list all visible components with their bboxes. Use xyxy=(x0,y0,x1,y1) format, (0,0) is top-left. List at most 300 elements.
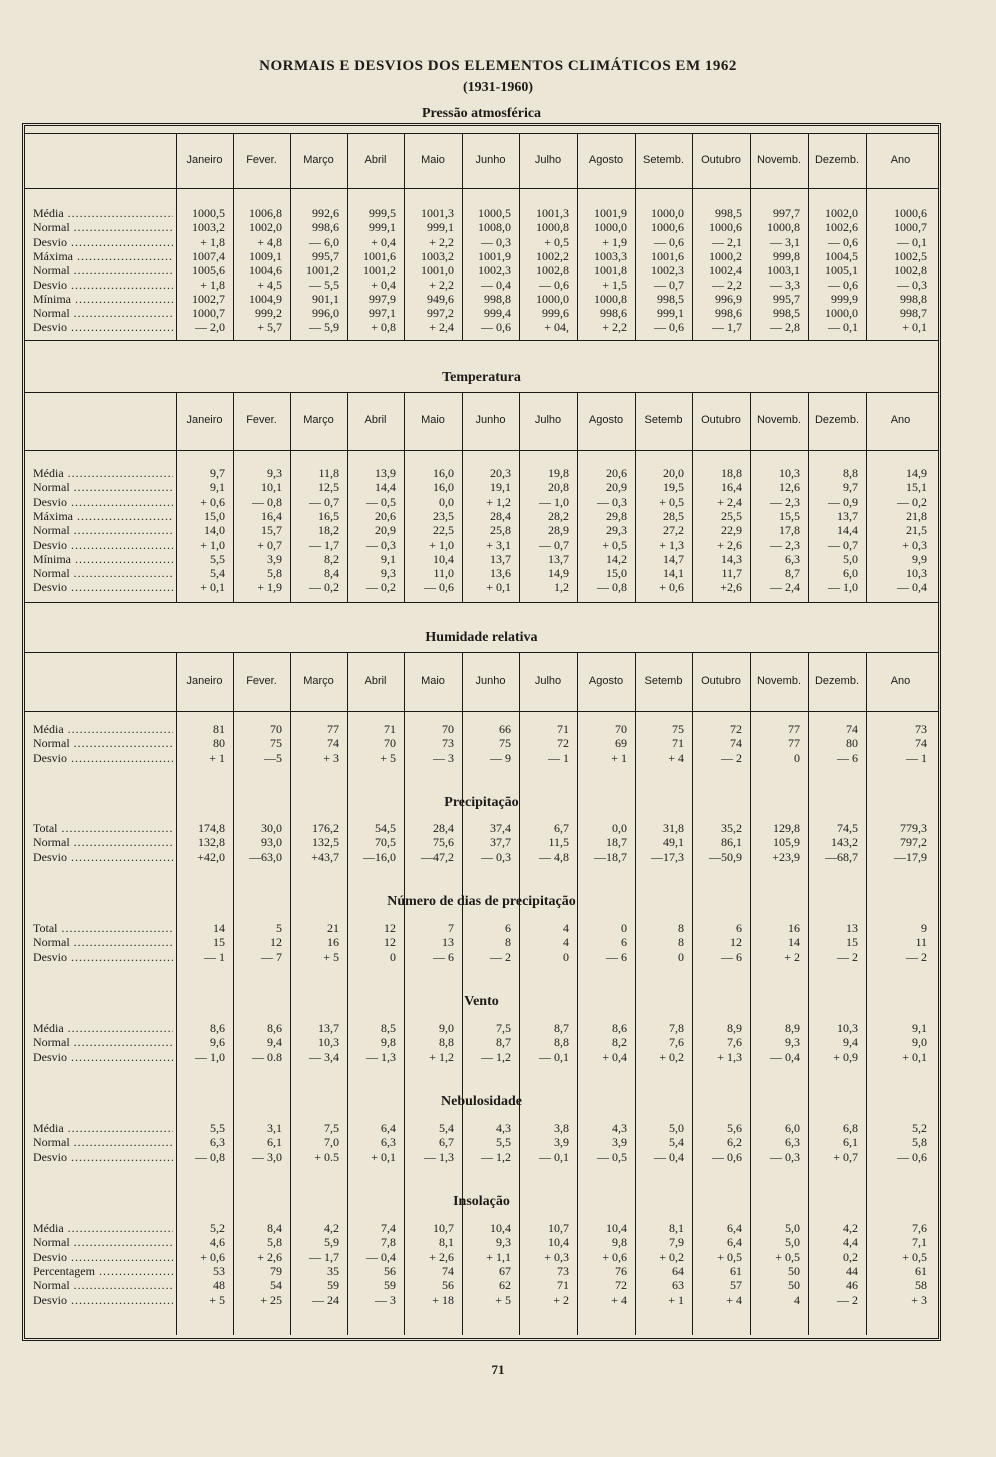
table-cell: 74 xyxy=(730,736,742,751)
table-cell: 995,7 xyxy=(312,248,339,263)
row-label: Média ..... xyxy=(33,1021,173,1035)
table-cell: 132,5 xyxy=(312,835,339,850)
table-cell: 1001,8 xyxy=(594,263,627,278)
row-label: Normal ..... xyxy=(33,935,173,949)
table-cell: 5,0 xyxy=(843,551,858,566)
table-cell: — 1,2 xyxy=(481,1049,511,1064)
table-cell: 81 xyxy=(213,722,225,736)
table-cell: + 0,5 xyxy=(902,1249,927,1264)
table-cell: 3,8 xyxy=(554,1121,569,1135)
table-cell: —17,9 xyxy=(894,849,927,864)
table-cell: — 0,7 xyxy=(654,277,684,292)
table-cell: 997,7 xyxy=(773,206,800,220)
table-cell: 1002,2 xyxy=(536,248,569,263)
table-cell: + 1,0 xyxy=(429,537,454,552)
table-cell: 11,5 xyxy=(548,835,569,850)
table-cell: — 6 xyxy=(433,949,454,964)
table-cell: 10,3 xyxy=(906,566,927,581)
table-cell: + 1,1 xyxy=(486,1249,511,1264)
row-label: Normal ..... xyxy=(33,523,173,537)
table-cell: 16,5 xyxy=(318,508,339,523)
page-subtitle: (1931-1960) xyxy=(463,80,533,95)
table-cell: 9,7 xyxy=(210,466,225,480)
table-cell: 4,3 xyxy=(496,1121,511,1135)
table-cell: + 2,4 xyxy=(429,320,454,335)
table-cell: —68,7 xyxy=(825,849,858,864)
table-cell: 992,6 xyxy=(312,206,339,220)
table-cell: 999,1 xyxy=(369,220,396,235)
table-cell: 10,4 xyxy=(548,1235,569,1250)
table-cell: 8,2 xyxy=(612,1035,627,1050)
table-cell: + 0,4 xyxy=(371,277,396,292)
table-cell: 13,7 xyxy=(837,508,858,523)
row-label: Normal ..... xyxy=(33,835,173,849)
table-cell: 20,8 xyxy=(548,480,569,495)
column-header: Outubro xyxy=(701,414,741,426)
page-number: 71 xyxy=(491,1362,505,1377)
table-cell: 5 xyxy=(276,921,282,935)
table-cell: 13,9 xyxy=(375,466,396,480)
table-cell: 14,0 xyxy=(204,523,225,538)
table-cell: + 0,3 xyxy=(544,1249,569,1264)
table-cell: + 4 xyxy=(726,1292,742,1307)
table-cell: 0 xyxy=(794,750,800,765)
rule xyxy=(25,340,938,341)
table-cell: 79 xyxy=(270,1263,282,1278)
table-cell: — 0,6 xyxy=(481,320,511,335)
table-cell: 16,4 xyxy=(721,480,742,495)
row-label: Máxima ..... xyxy=(33,509,173,523)
table-cell: 998,5 xyxy=(657,291,684,306)
row-label: Máxima ..... xyxy=(33,249,173,263)
table-cell: 997,9 xyxy=(369,291,396,306)
table-cell: 58 xyxy=(915,1278,927,1293)
table-cell: — 0,6 xyxy=(712,1149,742,1164)
table-cell: 0,2 xyxy=(843,1249,858,1264)
column-header: Outubro xyxy=(701,153,741,166)
table-cell: 20,0 xyxy=(663,466,684,480)
table-cell: 72 xyxy=(730,722,742,736)
table-cell: — 0,4 xyxy=(654,1149,684,1164)
table-cell: 8,7 xyxy=(496,1035,511,1050)
table-cell: + 4 xyxy=(668,750,684,765)
table-cell: — 1,7 xyxy=(309,537,339,552)
table-cell: 11 xyxy=(915,935,927,950)
rule xyxy=(25,392,938,393)
table-cell: 5,5 xyxy=(210,551,225,566)
table-cell: — 2 xyxy=(837,1292,858,1307)
table-cell: 31,8 xyxy=(663,821,684,835)
table-cell: 20,6 xyxy=(606,466,627,480)
table-cell: 5,8 xyxy=(267,566,282,581)
table-cell: — 0,6 xyxy=(539,277,569,292)
column-header: Ano xyxy=(890,674,911,687)
column-header: Abril xyxy=(364,674,387,687)
table-cell: + 0,1 xyxy=(486,580,511,595)
table-cell: — 2 xyxy=(721,750,742,765)
table-cell: — 2,0 xyxy=(195,320,225,335)
table-cell: 1004,9 xyxy=(249,291,282,306)
table-cell: 71 xyxy=(557,722,569,736)
table-cell: 7,5 xyxy=(324,1121,339,1135)
table-cell: 797,2 xyxy=(900,835,927,850)
table-cell: 1002,4 xyxy=(709,263,742,278)
row-label: Mínima ..... xyxy=(33,292,173,306)
table-cell: 70 xyxy=(615,722,627,736)
table-cell: 20,9 xyxy=(606,480,627,495)
table-cell: 1000,0 xyxy=(825,306,858,321)
row-label: Normal ..... xyxy=(33,1235,173,1249)
table-cell: 10,3 xyxy=(318,1035,339,1050)
row-label: Desvio ..... xyxy=(33,320,173,334)
table-cell: 1000,0 xyxy=(651,206,684,220)
table-cell: — 0,4 xyxy=(770,1049,800,1064)
table-cell: — 5,5 xyxy=(309,277,339,292)
column-header: Fever. xyxy=(246,153,277,166)
column-header: Março xyxy=(303,674,334,687)
table-cell: + 1 xyxy=(209,750,225,765)
table-cell: 10,7 xyxy=(433,1221,454,1235)
column-header: Novemb. xyxy=(756,414,802,426)
table-cell: 9,8 xyxy=(381,1035,396,1050)
table-cell: 8,7 xyxy=(785,566,800,581)
table-cell: 54,5 xyxy=(375,821,396,835)
table-cell: 10,3 xyxy=(779,466,800,480)
row-label: Normal ..... xyxy=(33,480,173,494)
table-cell: 50 xyxy=(788,1278,800,1293)
column-header: Dezemb. xyxy=(814,414,860,426)
table-cell: 1000,0 xyxy=(594,220,627,235)
table-cell: + 3 xyxy=(911,1292,927,1307)
table-cell: — 1 xyxy=(906,750,927,765)
table-cell: 998,6 xyxy=(600,306,627,321)
table-cell: — 3,1 xyxy=(770,234,800,249)
table-cell: 8,1 xyxy=(439,1235,454,1250)
table-cell: 18,8 xyxy=(721,466,742,480)
table-cell: + 1,0 xyxy=(200,537,225,552)
table-cell: — 0,6 xyxy=(828,234,858,249)
table-cell: 8,1 xyxy=(669,1221,684,1235)
table-cell: — 0,6 xyxy=(828,277,858,292)
table-cell: + 1,9 xyxy=(602,234,627,249)
row-label: Média ..... xyxy=(33,206,173,220)
table-cell: 14,4 xyxy=(837,523,858,538)
table-cell: 6 xyxy=(621,935,627,950)
table-cell: 48 xyxy=(213,1278,225,1293)
table-cell: 0,0 xyxy=(439,494,454,509)
table-cell: 77 xyxy=(788,736,800,751)
table-cell: 1007,4 xyxy=(192,248,225,263)
column-header: Agosto xyxy=(588,414,624,426)
table-cell: 7,5 xyxy=(496,1021,511,1035)
table-cell: + 2,4 xyxy=(717,494,742,509)
table-cell: 105,9 xyxy=(773,835,800,850)
table-cell: 14,4 xyxy=(375,480,396,495)
row-label: Normal ..... xyxy=(33,306,173,320)
section-title: Precipitação xyxy=(444,795,519,810)
table-cell: 6,3 xyxy=(785,551,800,566)
table-cell: 6,1 xyxy=(267,1135,282,1150)
table-cell: 1002,7 xyxy=(192,291,225,306)
table-cell: — 2,3 xyxy=(770,494,800,509)
table-cell: 6,8 xyxy=(843,1121,858,1135)
table-cell: 67 xyxy=(499,1263,511,1278)
table-cell: 9,1 xyxy=(381,551,396,566)
table-cell: 21,8 xyxy=(906,508,927,523)
table-cell: 1000,0 xyxy=(536,291,569,306)
column-header: Julho xyxy=(534,153,562,166)
table-cell: 3,9 xyxy=(612,1135,627,1150)
table-cell: 9,4 xyxy=(267,1035,282,1050)
table-cell: 1002,0 xyxy=(249,220,282,235)
table-cell: 1004,6 xyxy=(249,263,282,278)
table-cell: 14,7 xyxy=(663,551,684,566)
row-label: Desvio ..... xyxy=(33,495,173,509)
table-cell: + 04, xyxy=(544,320,569,335)
table-cell: — 1,2 xyxy=(481,1149,511,1164)
table-cell: — 1 xyxy=(204,949,225,964)
table-cell: 1001,0 xyxy=(421,263,454,278)
table-cell: —63,0 xyxy=(249,849,282,864)
table-cell: 54 xyxy=(270,1278,282,1293)
table-cell: 11,8 xyxy=(318,466,339,480)
table-cell: 1000,6 xyxy=(709,220,742,235)
table-cell: 6,7 xyxy=(439,1135,454,1150)
column-header: Junho xyxy=(475,414,506,426)
table-cell: 1000,6 xyxy=(651,220,684,235)
table-cell: + 0,5 xyxy=(544,234,569,249)
table-cell: 1002,8 xyxy=(536,263,569,278)
table-cell: — 0,7 xyxy=(828,537,858,552)
table-cell: 21,5 xyxy=(906,523,927,538)
table-cell: 6,0 xyxy=(785,1121,800,1135)
table-cell: 18,7 xyxy=(606,835,627,850)
table-cell: — 0,2 xyxy=(366,580,396,595)
table-cell: 74 xyxy=(327,736,339,751)
table-cell: 6,3 xyxy=(785,1135,800,1150)
table-cell: 8,9 xyxy=(727,1021,742,1035)
table-cell: 16 xyxy=(327,935,339,950)
table-cell: — 0,5 xyxy=(366,494,396,509)
table-cell: + 1,2 xyxy=(429,1049,454,1064)
table-cell: 9,6 xyxy=(210,1035,225,1050)
table-cell: — 0,1 xyxy=(539,1049,569,1064)
table-cell: 16 xyxy=(788,921,800,935)
table-cell: 1001,3 xyxy=(421,206,454,220)
column-header: Dezemb. xyxy=(814,153,860,166)
table-cell: 59 xyxy=(384,1278,396,1293)
table-cell: 9,0 xyxy=(439,1021,454,1035)
table-cell: 15,0 xyxy=(204,508,225,523)
row-label: Desvio ..... xyxy=(33,580,173,594)
table-cell: 15,7 xyxy=(261,523,282,538)
table-cell: 62 xyxy=(499,1278,511,1293)
table-cell: 9,9 xyxy=(912,551,927,566)
table-cell: 44 xyxy=(846,1263,858,1278)
table-cell: + 2,2 xyxy=(429,234,454,249)
table-cell: — 2,4 xyxy=(770,580,800,595)
table-cell: + 1,3 xyxy=(717,1049,742,1064)
table-cell: 0 xyxy=(678,949,684,964)
row-label: Desvio ..... xyxy=(33,235,173,249)
table-cell: 1005,6 xyxy=(192,263,225,278)
table-cell: 8 xyxy=(505,935,511,950)
table-cell: + 1 xyxy=(611,750,627,765)
table-cell: 75 xyxy=(499,736,511,751)
table-cell: 18,2 xyxy=(318,523,339,538)
section-title: Insolação xyxy=(453,1194,510,1209)
table-cell: 999,4 xyxy=(484,306,511,321)
table-cell: 9,3 xyxy=(785,1035,800,1050)
table-cell: 1002,0 xyxy=(825,206,858,220)
table-cell: 25,5 xyxy=(721,508,742,523)
rule xyxy=(25,188,938,189)
table-cell: 3,9 xyxy=(554,1135,569,1150)
table-cell: —50,9 xyxy=(709,849,742,864)
rule xyxy=(25,602,938,603)
table-cell: + 0,8 xyxy=(371,320,396,335)
column-header: Agosto xyxy=(588,674,624,687)
table-cell: 8,8 xyxy=(554,1035,569,1050)
table-cell: 75,6 xyxy=(433,835,454,850)
rule xyxy=(25,450,938,451)
table-cell: 1001,9 xyxy=(594,206,627,220)
table-cell: 7,0 xyxy=(324,1135,339,1150)
table-cell: + 0,1 xyxy=(902,1049,927,1064)
table-cell: + 1,5 xyxy=(602,277,627,292)
row-label: Normal ..... xyxy=(33,220,173,234)
table-cell: 13 xyxy=(442,935,454,950)
table-cell: 12 xyxy=(270,935,282,950)
table-cell: 998,5 xyxy=(773,306,800,321)
table-cell: 74,5 xyxy=(837,821,858,835)
table-cell: + 0,2 xyxy=(659,1249,684,1264)
table-cell: 3,1 xyxy=(267,1121,282,1135)
table-cell: 9,4 xyxy=(843,1035,858,1050)
table-cell: 27,2 xyxy=(663,523,684,538)
table-cell: + 2,6 xyxy=(429,1249,454,1264)
table-cell: 999,2 xyxy=(255,306,282,321)
table-cell: 8,4 xyxy=(267,1221,282,1235)
table-cell: 996,0 xyxy=(312,306,339,321)
table-cell: 999,9 xyxy=(831,291,858,306)
column-header: Agosto xyxy=(588,153,624,166)
table-cell: 132,8 xyxy=(198,835,225,850)
column-header: Janeiro xyxy=(186,674,223,687)
table-cell: + 0,7 xyxy=(833,1149,858,1164)
table-cell: + 0,4 xyxy=(602,1049,627,1064)
section-title: Número de dias de precipitação xyxy=(387,894,576,909)
column-header: Novemb. xyxy=(756,153,802,166)
table-cell: + 18 xyxy=(432,1292,454,1307)
table-cell: — 7 xyxy=(261,949,282,964)
climate-table xyxy=(22,106,941,1341)
table-cell: 17,8 xyxy=(779,523,800,538)
table-cell: 4 xyxy=(563,921,569,935)
table-cell: 999,8 xyxy=(773,248,800,263)
table-cell: 4,6 xyxy=(210,1235,225,1250)
section-title: Vento xyxy=(464,994,499,1009)
table-cell: 998,7 xyxy=(900,306,927,321)
table-cell: + 4 xyxy=(611,1292,627,1307)
column-header: Setemb xyxy=(644,674,683,687)
table-cell: + 4,5 xyxy=(257,277,282,292)
table-cell: 70,5 xyxy=(375,835,396,850)
table-cell: 37,4 xyxy=(490,821,511,835)
table-cell: 73 xyxy=(915,722,927,736)
table-cell: — 2,8 xyxy=(770,320,800,335)
table-cell: + 5 xyxy=(380,750,396,765)
column-header: Maio xyxy=(421,674,445,687)
table-cell: + 5 xyxy=(495,1292,511,1307)
table-cell: 12 xyxy=(384,935,396,950)
table-cell: 46 xyxy=(846,1278,858,1293)
row-label: Percentagem ..... xyxy=(33,1264,173,1278)
table-cell: + 1,2 xyxy=(486,494,511,509)
table-cell: + 1,3 xyxy=(659,537,684,552)
table-cell: 10,3 xyxy=(837,1021,858,1035)
table-cell: 1000,8 xyxy=(767,220,800,235)
table-cell: 71 xyxy=(672,736,684,751)
table-cell: 74 xyxy=(846,722,858,736)
table-cell: 56 xyxy=(384,1263,396,1278)
table-cell: 9,0 xyxy=(912,1035,927,1050)
table-cell: 5,0 xyxy=(785,1221,800,1235)
row-label: Média ..... xyxy=(33,1121,173,1135)
table-cell: — 4,8 xyxy=(539,849,569,864)
table-cell: — 2,3 xyxy=(770,537,800,552)
table-cell: + 5,7 xyxy=(257,320,282,335)
table-cell: 12,5 xyxy=(318,480,339,495)
table-cell: 8 xyxy=(678,921,684,935)
column-header: Julho xyxy=(534,414,562,426)
table-cell: 12 xyxy=(730,935,742,950)
table-cell: 63 xyxy=(672,1278,684,1293)
table-cell: 80 xyxy=(213,736,225,751)
table-cell: 1000,6 xyxy=(894,206,927,220)
table-cell: 20,6 xyxy=(375,508,396,523)
table-cell: 15 xyxy=(213,935,225,950)
table-cell: — 0.8 xyxy=(252,1049,282,1064)
table-cell: 1000,5 xyxy=(192,206,225,220)
table-cell: 901,1 xyxy=(312,291,339,306)
table-cell: 20,9 xyxy=(375,523,396,538)
table-cell: 76 xyxy=(615,1263,627,1278)
table-cell: + 3,1 xyxy=(486,537,511,552)
table-cell: + 2 xyxy=(784,949,800,964)
table-cell: 1002,3 xyxy=(478,263,511,278)
table-cell: 73 xyxy=(557,1263,569,1278)
table-cell: 69 xyxy=(615,736,627,751)
table-cell: 10,1 xyxy=(261,480,282,495)
table-cell: + 0,5 xyxy=(775,1249,800,1264)
table-cell: 70 xyxy=(270,722,282,736)
table-cell: 1003,2 xyxy=(421,248,454,263)
row-label: Desvio ..... xyxy=(33,538,173,552)
table-cell: 8,4 xyxy=(324,566,339,581)
table-cell: 15,1 xyxy=(906,480,927,495)
table-cell: — 3 xyxy=(433,750,454,765)
table-cell: 13,6 xyxy=(490,566,511,581)
table-cell: 73 xyxy=(442,736,454,751)
table-cell: 9,3 xyxy=(496,1235,511,1250)
table-cell: — 0,4 xyxy=(897,580,927,595)
table-cell: 176,2 xyxy=(312,821,339,835)
row-label: Normal ..... xyxy=(33,736,173,750)
table-cell: — 0,1 xyxy=(828,320,858,335)
table-cell: 1002,3 xyxy=(651,263,684,278)
table-cell: 57 xyxy=(730,1278,742,1293)
